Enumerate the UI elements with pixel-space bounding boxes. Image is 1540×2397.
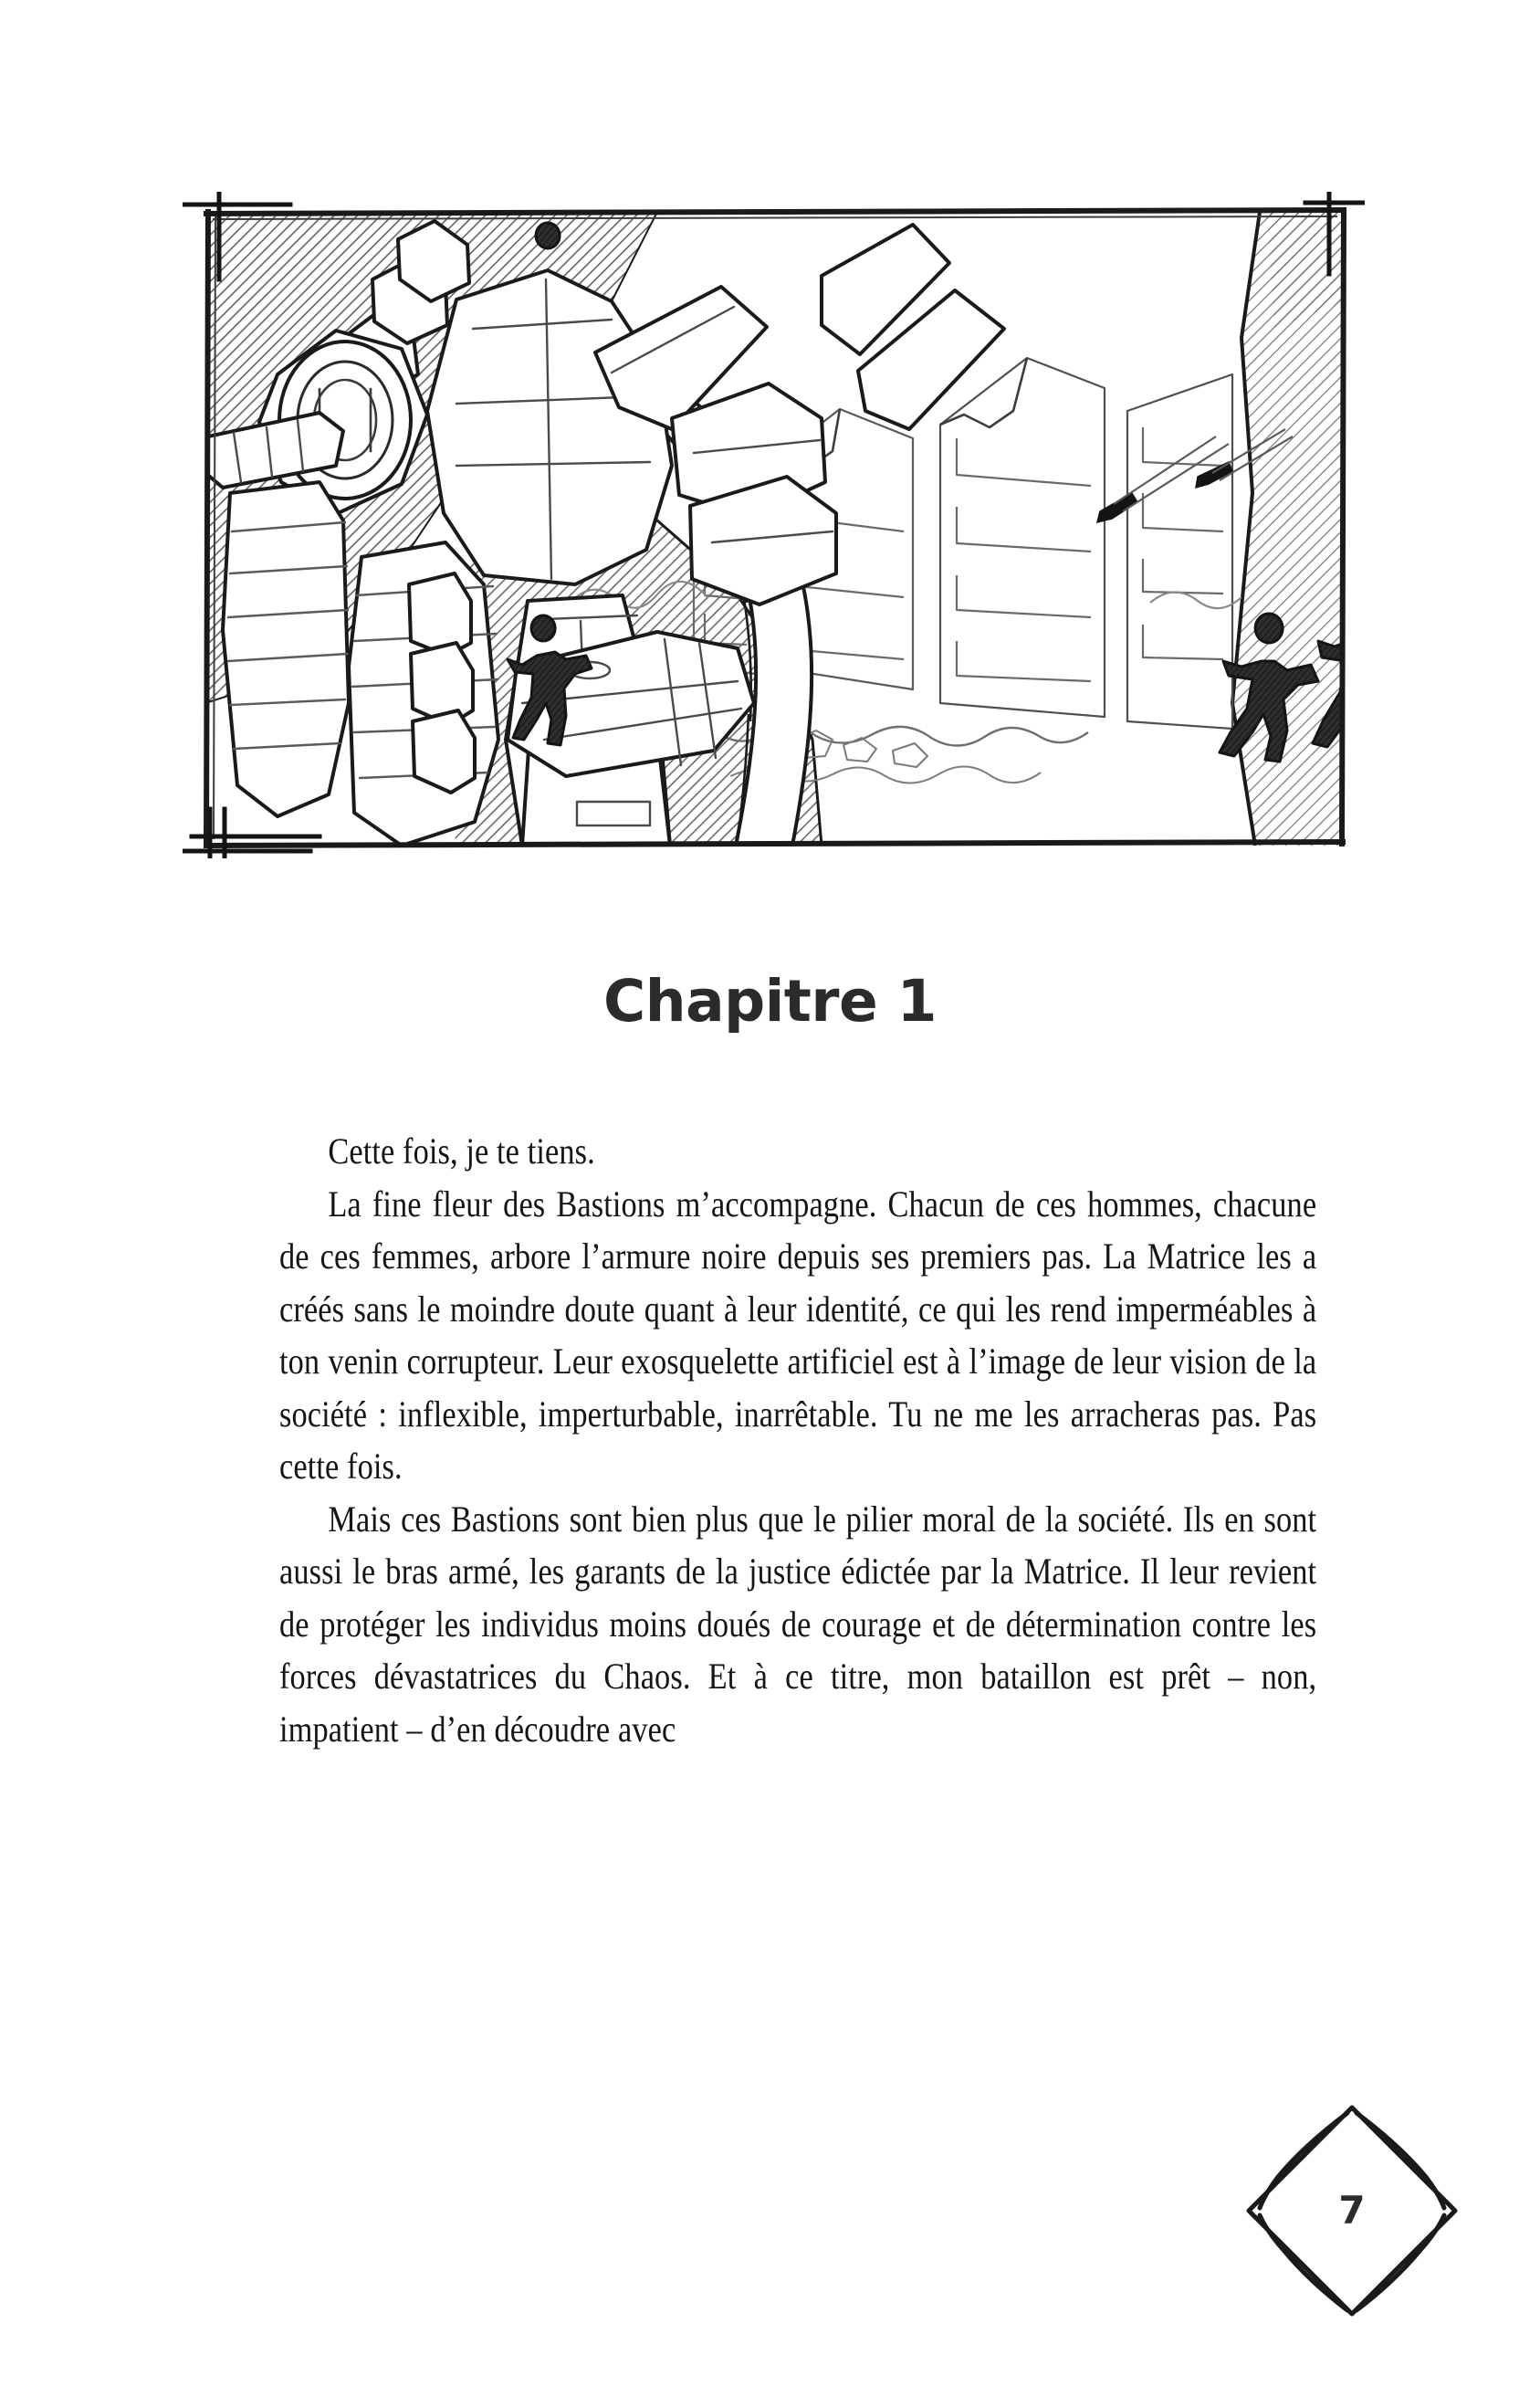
page-number-value: 7	[1338, 2187, 1366, 2233]
chapter-illustration	[183, 192, 1365, 858]
paragraph-3: Mais ces Bastions sont bien plus que le pilier moral de la société. Ils en sont aussi le bras armé, les garants de la justice édictée par la Matrice. Il leur revient de protéger les individus moins doués de courage et de détermination contre les forces dévastatrices du Chaos. Et à ce titre, mon bataillon est prêt – non, impatient – d’en découdre avec	[279, 1498, 1317, 1750]
paragraph-2: La fine fleur des Bastions m’accompagne. Chacun de ces hommes, chacune de ces femmes, arbore l’armure noire depuis ses premiers pas. La Matrice les a créés sans le moindre doute quant à leur identité, ce qui les rend imperméables à ton venin corrupteur. Leur exosquelette artificiel est à l’image de leur vision de la société : inflexible, imperturbable, inarrêtable. Tu ne me les arracheras pas. Pas cette fois.	[279, 1183, 1317, 1487]
paragraph-1: Cette fois, je te tiens.	[328, 1130, 595, 1172]
body-text-block	[279, 1125, 1316, 1755]
page-title: Chapitre 1	[603, 968, 937, 1036]
page-number-badge	[1240, 2098, 1464, 2323]
illustration-artwork	[183, 192, 1365, 858]
